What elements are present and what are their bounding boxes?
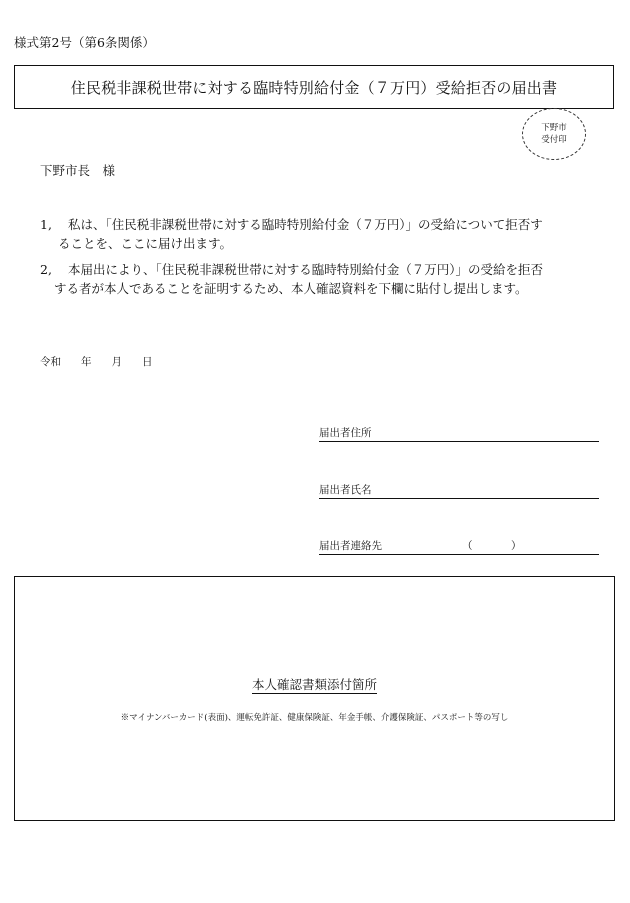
document-title: 住民税非課税世帯に対する臨時特別給付金（７万円）受給拒否の届出書 [70, 78, 558, 97]
title-box [14, 65, 614, 109]
paragraph-line: 本届出により、「住民税非課税世帯に対する臨時特別給付金（７万円）」の受給を拒否 [68, 262, 544, 277]
reception-stamp [522, 108, 586, 160]
stamp-line-1: 下野市 [541, 123, 567, 133]
address-field[interactable] [319, 427, 599, 442]
id-attachment-area [14, 576, 615, 821]
paragraph-line: する者が本人であることを証明するため、本人確認資料を下欄に貼付し提出します。 [54, 281, 528, 296]
date-line [40, 354, 173, 369]
date-day: 日 [142, 356, 153, 368]
paragraph-line: ることを、ここに届け出ます。 [58, 236, 233, 251]
stamp-line-2: 受付印 [541, 135, 567, 145]
address-label: 届出者住所 [319, 427, 372, 439]
contact-label: 届出者連絡先 [319, 540, 382, 552]
date-month: 月 [111, 356, 122, 368]
attachment-note: ※マイナンバーカード(表面)、運転免許証、健康保険証、年金手帳、介護保険証、パスポート等の写し [120, 713, 509, 723]
contact-field[interactable] [319, 540, 599, 555]
paragraph-number: 1, [40, 217, 52, 232]
addressee: 下野市長 様 [40, 163, 116, 178]
contact-paren-close: ） [511, 540, 522, 552]
paragraph-number: 2, [40, 262, 52, 277]
paragraph-line: 私は、「住民税非課税世帯に対する臨時特別給付金（７万円）」の受給について拒否す [68, 217, 543, 232]
name-field[interactable] [319, 484, 599, 499]
contact-paren-open: （ [462, 540, 473, 552]
name-label: 届出者氏名 [319, 484, 372, 496]
form-number: 様式第2号（第6条関係） [14, 35, 155, 50]
attachment-title: 本人確認書類添付箇所 [251, 677, 377, 692]
date-era: 令和 [40, 356, 61, 368]
date-year: 年 [81, 356, 92, 368]
